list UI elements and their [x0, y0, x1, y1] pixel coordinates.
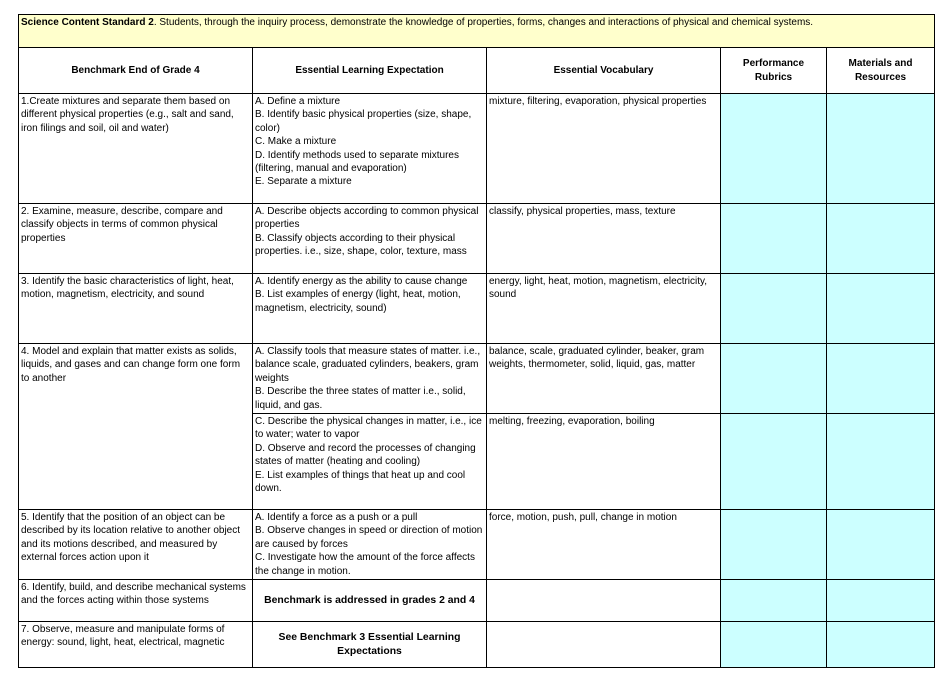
- benchmark-cell: 6. Identify, build, and describe mechanical systems and the forces acting within those systems: [19, 580, 253, 622]
- materials-cell[interactable]: [827, 274, 935, 344]
- vocabulary-cell: [487, 622, 721, 668]
- header-benchmark: Benchmark End of Grade 4: [19, 48, 253, 94]
- header-expectation: Essential Learning Expectation: [253, 48, 487, 94]
- table-row: [19, 204, 935, 274]
- rubrics-cell[interactable]: [721, 580, 827, 622]
- header-materials: Materials and Resources: [827, 48, 935, 94]
- rubrics-cell[interactable]: [721, 414, 827, 510]
- materials-cell[interactable]: [827, 94, 935, 204]
- expectation-item: B. Describe the three states of matter i.e., solid, liquid, and gas.: [255, 386, 466, 411]
- expectation-item: B. List examples of energy (light, heat, motion, magnetism, electricity, sound): [255, 289, 461, 314]
- rubrics-cell[interactable]: [721, 622, 827, 668]
- expectation-item: C. Investigate how the amount of the force affects the change in motion.: [255, 552, 475, 577]
- expectation-item: A. Identify a force as a push or a pull: [255, 512, 418, 524]
- table-row: [19, 510, 935, 580]
- expectation-cell: [253, 274, 487, 344]
- expectation-item: D. Observe and record the processes of changing states of matter (heating and cooling): [255, 442, 476, 468]
- expectation-item: C. Make a mixture: [255, 136, 337, 148]
- expectation-item: A. Describe objects according to common physical properties: [255, 206, 479, 231]
- header-rubrics: Performance Rubrics: [721, 48, 827, 94]
- standard-statement: [19, 15, 935, 48]
- rubrics-cell[interactable]: [721, 274, 827, 344]
- benchmark-cell: 4. Model and explain that matter exists as solids, liquids, and gases and can change form one form to another: [19, 344, 253, 510]
- expectation-cell: [253, 204, 487, 274]
- vocabulary-cell: energy, light, heat, motion, magnetism, electricity, sound: [487, 274, 721, 344]
- standard-text: . Students, through the inquiry process, demonstrate the knowledge of properties, forms, changes and interactions of physical and chemical systems.: [153, 17, 814, 28]
- rubrics-cell[interactable]: [721, 510, 827, 580]
- rubrics-cell[interactable]: [721, 94, 827, 204]
- materials-cell[interactable]: [827, 580, 935, 622]
- benchmark-cell: 3. Identify the basic characteristics of light, heat, motion, magnetism, electricity, and sound: [19, 274, 253, 344]
- header-vocabulary: Essential Vocabulary: [487, 48, 721, 94]
- expectation-cell: [253, 344, 487, 414]
- benchmark-cell: 2. Examine, measure, describe, compare and classify objects in terms of common physical properties: [19, 204, 253, 274]
- vocabulary-cell: mixture, filtering, evaporation, physical properties: [487, 94, 721, 204]
- vocabulary-cell: balance, scale, graduated cylinder, beaker, gram weights, thermometer, solid, liquid, gas, matter: [487, 344, 721, 414]
- standard-label: Science Content Standard 2: [21, 17, 154, 28]
- vocabulary-cell: classify, physical properties, mass, texture: [487, 204, 721, 274]
- expectation-item: A. Identify energy as the ability to cause change: [255, 276, 468, 287]
- materials-cell[interactable]: [827, 622, 935, 668]
- expectation-item: A. Define a mixture: [255, 96, 341, 107]
- table-row: [19, 622, 935, 668]
- expectation-item: E. Separate a mixture: [255, 176, 352, 188]
- expectation-cell: [253, 94, 487, 204]
- rubrics-cell[interactable]: [721, 204, 827, 274]
- materials-cell[interactable]: [827, 510, 935, 580]
- vocabulary-cell: [487, 580, 721, 622]
- expectation-item: D. Identify methods used to separate mixtures (filtering, manual and evaporation): [255, 149, 459, 175]
- expectation-item: B. Observe changes in speed or direction of motion are caused by forces: [255, 525, 483, 550]
- expectation-item: E. List examples of things that heat up and cool down.: [255, 469, 466, 495]
- benchmark-cell: 5. Identify that the position of an object can be described by its location relative to another object and its motions described, and measured by external forces action upon it: [19, 510, 253, 580]
- table-row: [19, 274, 935, 344]
- expectation-cell: [253, 414, 487, 510]
- vocabulary-cell: force, motion, push, pull, change in motion: [487, 510, 721, 580]
- rubrics-cell[interactable]: [721, 344, 827, 414]
- table-row: [19, 344, 935, 414]
- benchmark-cell: 1.Create mixtures and separate them based on different physical properties (e.g., salt and sand, iron filings and soil, oil and water): [19, 94, 253, 204]
- vocabulary-cell: melting, freezing, evaporation, boiling: [487, 414, 721, 510]
- expectation-item: B. Identify basic physical properties (size, shape, color): [255, 109, 472, 134]
- expectation-item: A. Classify tools that measure states of matter. i.e., balance scale, graduated cylinders, beakers, gram weights: [255, 346, 481, 384]
- expectation-item: C. Describe the physical changes in matter, i.e., ice to water; water to vapor: [255, 416, 482, 441]
- expectation-cell: [253, 510, 487, 580]
- table-row: [19, 94, 935, 204]
- benchmark-cell: 7. Observe, measure and manipulate forms of energy: sound, light, heat, electrical, magnetic: [19, 622, 253, 668]
- expectation-note: See Benchmark 3 Essential Learning Expectations: [253, 622, 487, 668]
- materials-cell[interactable]: [827, 344, 935, 414]
- expectation-item: B. Classify objects according to their physical properties. i.e., size, shape, color, texture, mass: [255, 232, 467, 258]
- standards-table: [18, 14, 935, 668]
- expectation-note: Benchmark is addressed in grades 2 and 4: [253, 580, 487, 622]
- table-row: [19, 580, 935, 622]
- materials-cell[interactable]: [827, 204, 935, 274]
- materials-cell[interactable]: [827, 414, 935, 510]
